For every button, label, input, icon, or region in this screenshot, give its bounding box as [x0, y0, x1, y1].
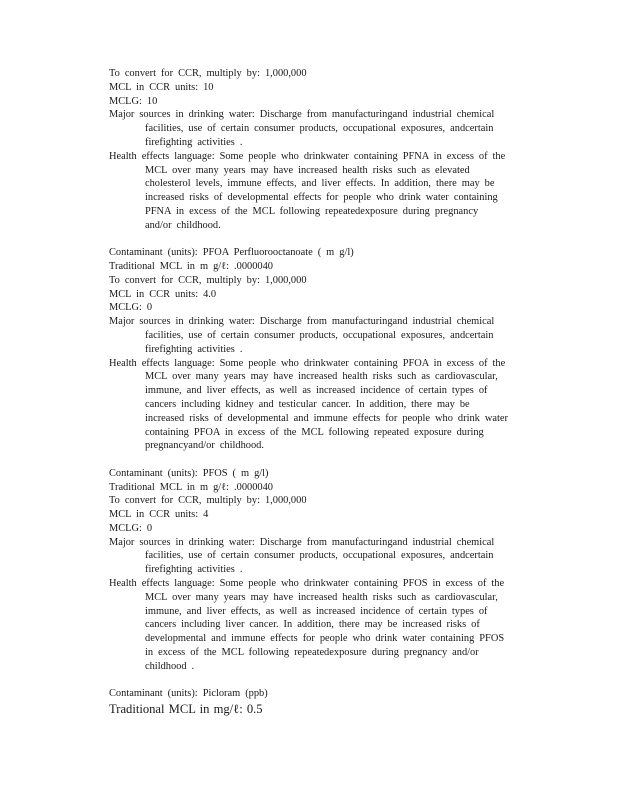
major-sources-line: facilities, use of certain consumer products, occupational exposures, andcertain	[145, 550, 494, 562]
spacer	[109, 233, 549, 247]
health-effects-line: MCL over many years may have increased health risks such as cardiovascular,	[145, 371, 498, 383]
document-page	[109, 67, 549, 717]
mclg-value: MCLG: 10	[109, 95, 158, 107]
major-sources-paragraph	[109, 315, 549, 356]
major-sources-paragraph	[109, 108, 549, 149]
spacer	[109, 674, 549, 688]
major-sources-line: facilities, use of certain consumer products, occupational exposures, andcertain	[145, 123, 494, 135]
major-sources-line: Major sources in drinking water: Discharge from manufacturingand industrial chemical	[109, 316, 495, 328]
health-effects-line: PFNA in excess of the MCL following repeatedexposure during pregnancy	[145, 205, 479, 217]
health-effects-line: Health effects language: Some people who drinkwater containing PFNA in excess of the	[109, 150, 506, 162]
mcl-in-ccr-units: MCL in CCR units: 4	[109, 509, 209, 521]
health-effects-line: pregnancyand/or childhood.	[145, 440, 264, 452]
contaminant-heading: Contaminant (units): PFOS ( m g/l)	[109, 467, 269, 479]
major-sources-line: facilities, use of certain consumer products, occupational exposures, andcertain	[145, 329, 494, 341]
health-effects-line: MCL over many years may have increased health risks such as cardiovascular,	[145, 591, 498, 603]
health-effects-line: developmental and immune effects for people who drink water containing PFOS	[145, 633, 505, 645]
health-effects-line: immune, and liver effects, as well as increased incidence of certain types of	[145, 605, 488, 617]
major-sources-line: firefighting activities .	[145, 564, 243, 576]
mcl-in-ccr-units: MCL in CCR units: 10	[109, 81, 214, 93]
health-effects-paragraph	[109, 577, 549, 674]
health-effects-line: Health effects language: Some people who drinkwater containing PFOS in excess of the	[109, 578, 505, 590]
health-effects-line: immune, and liver effects, as well as increased incidence of certain types of	[145, 385, 488, 397]
health-effects-line: increased risks of developmental and immune effects for people who drink water	[145, 412, 508, 424]
major-sources-line: firefighting activities .	[145, 136, 243, 148]
ccr-conversion-factor: To convert for CCR, multiply by: 1,000,000	[109, 68, 307, 79]
major-sources-line: Major sources in drinking water: Discharge from manufacturingand industrial chemical	[109, 536, 495, 548]
health-effects-line: Health effects language: Some people who drinkwater containing PFOA in excess of the	[109, 357, 506, 369]
health-effects-line: cancers including kidney and testicular cancer. In addition, there may be	[145, 398, 470, 410]
mclg-value: MCLG: 0	[109, 302, 153, 314]
major-sources-line: firefighting activities .	[145, 343, 243, 355]
mclg-value: MCLG: 0	[109, 522, 153, 534]
major-sources-paragraph	[109, 536, 549, 577]
traditional-mcl: Traditional MCL in m g/ℓ: .0000040	[109, 481, 273, 493]
health-effects-line: in excess of the MCL following repeatedexposure during pregnancy and/or	[145, 647, 479, 659]
health-effects-line: childhood .	[145, 660, 195, 672]
traditional-mcl: Traditional MCL in m g/ℓ: .0000040	[109, 260, 273, 272]
health-effects-line: cancers including liver cancer. In addition, there may be increased risks of	[145, 619, 480, 631]
mcl-in-ccr-units: MCL in CCR units: 4.0	[109, 288, 217, 300]
health-effects-line: containing PFOA in excess of the MCL following repeated exposure during	[145, 426, 484, 438]
health-effects-line: MCL over many years may have increased health risks such as elevated	[145, 164, 470, 176]
health-effects-line: increased risks of developmental effects for people who drink water containing	[145, 192, 498, 204]
ccr-conversion-factor: To convert for CCR, multiply by: 1,000,000	[109, 274, 307, 286]
contaminant-heading: Contaminant (units): Picloram (ppb)	[109, 688, 268, 700]
health-effects-paragraph	[109, 150, 549, 233]
health-effects-line: and/or childhood.	[145, 219, 221, 231]
health-effects-paragraph	[109, 357, 549, 454]
contaminant-heading: Contaminant (units): PFOA Perfluorooctanoate ( m g/l)	[109, 247, 354, 259]
traditional-mcl: Traditional MCL in mg/ℓ: 0.5	[109, 702, 263, 717]
health-effects-line: cholesterol levels, immune effects, and liver effects. In addition, there may be	[145, 178, 495, 190]
spacer	[109, 453, 549, 467]
major-sources-line: Major sources in drinking water: Discharge from manufacturingand industrial chemical	[109, 109, 495, 121]
ccr-conversion-factor: To convert for CCR, multiply by: 1,000,000	[109, 495, 307, 507]
